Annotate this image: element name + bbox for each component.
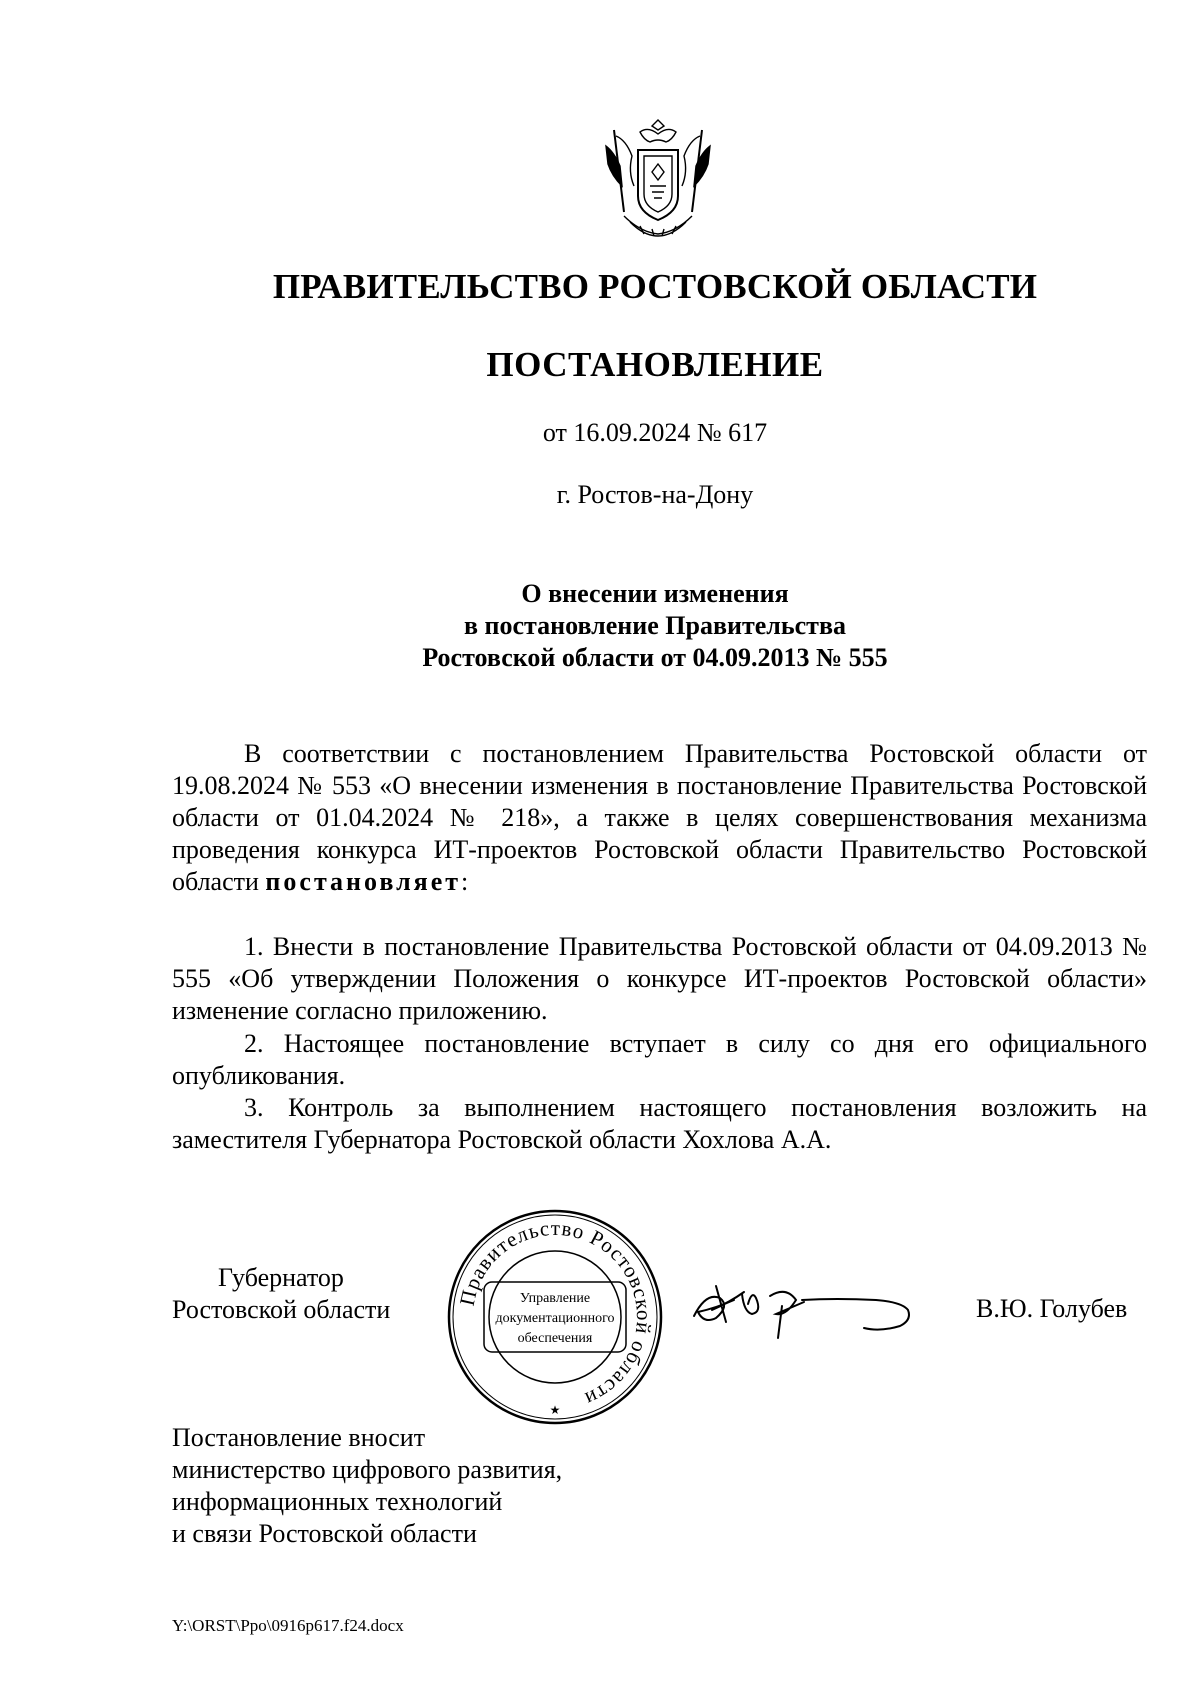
seal-center-line-3: обеспечения <box>517 1331 593 1346</box>
government-name: ПРАВИТЕЛЬСТВО РОСТОВСКОЙ ОБЛАСТИ <box>272 267 1038 306</box>
introduced-by-line-2: министерство цифрового развития, <box>172 1455 563 1484</box>
subject-line-3: Ростовской области от 04.09.2013 № 555 <box>422 643 888 672</box>
date-and-number: от 16.09.2024 № 617 <box>542 418 768 447</box>
preamble-paragraph <box>172 738 1147 898</box>
subject-line-2: в постановление Правительства <box>463 611 846 640</box>
preamble-colon: : <box>461 867 469 896</box>
document-type: ПОСТАНОВЛЕНИЕ <box>486 345 824 384</box>
introduced-by-block <box>172 1422 562 1550</box>
introduced-by-line-4: и связи Ростовской области <box>172 1519 477 1548</box>
signatory-title-line-2: Ростовской области <box>172 1295 391 1324</box>
seal-ring-text: Правительство Ростовской области <box>454 1215 657 1412</box>
file-path-footer: Y:\ORST\Ppo\0916p617.f24.docx <box>172 1616 404 1635</box>
introduced-by-line-3: информационных технологий <box>172 1487 503 1516</box>
signatory-title-line-1: Губернатор <box>218 1263 344 1292</box>
coat-of-arms-emblem <box>600 116 716 240</box>
list-item: 3. Контроль за выполнением настоящего постановления возложить на заместителя Губернатора Ростовской области Хохлова А.А. <box>172 1093 1147 1154</box>
official-seal <box>444 1206 666 1428</box>
seal-star: ★ <box>549 1403 561 1417</box>
seal-center-line-2: документационного <box>495 1311 615 1326</box>
seal-center-line-1: Управление <box>519 1291 591 1306</box>
preamble-text: В соответствии с постановлением Правительства Ростовской области от 19.08.2024 № 553 «О внесении изменения в постановление Правительства Ростовской области от 01.04.2024 № 218», а также в целях совершенствования механизма проведения конкурса ИТ-проектов Ростовской области Правительство Ростовской области <box>172 739 1147 896</box>
introduced-by-line-1: Постановление вносит <box>172 1423 426 1452</box>
city: г. Ростов-на-Дону <box>556 480 754 509</box>
resolves-keyword: постановляет <box>265 867 462 896</box>
list-item: 1. Внести в постановление Правительства Ростовской области от 04.09.2013 № 555 «Об утверждении Положения о конкурсе ИТ-проектов Ростовской области» изменение согласно приложению. <box>172 932 1147 1025</box>
signer-name: В.Ю. Голубев <box>976 1294 1128 1323</box>
handwritten-signature <box>686 1262 934 1340</box>
document-subject <box>55 578 1200 674</box>
list-item: 2. Настоящее постановление вступает в силу со дня его официального опубликования. <box>172 1029 1147 1090</box>
signatory-title <box>172 1262 390 1326</box>
subject-line-1: О внесении изменения <box>521 579 789 608</box>
